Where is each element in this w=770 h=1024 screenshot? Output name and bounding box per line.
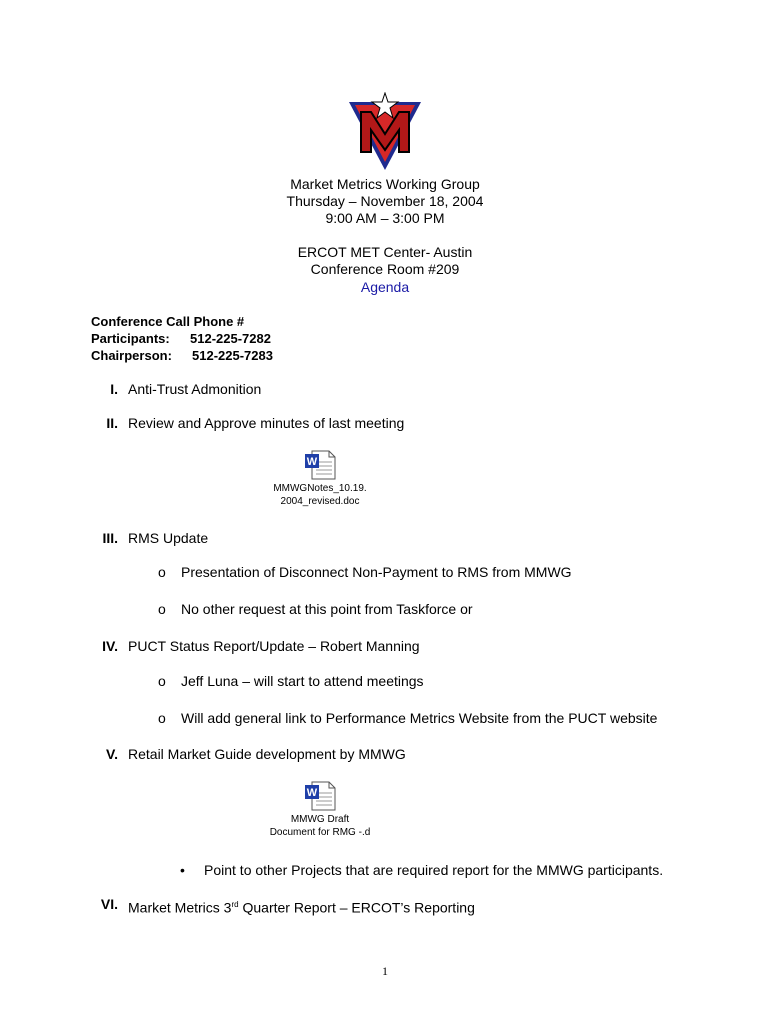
agenda-item-text: Anti-Trust Admonition — [128, 381, 262, 397]
agenda-numeral: IV. — [102, 638, 118, 654]
svg-text:W: W — [306, 456, 318, 468]
agenda-numeral: II. — [106, 415, 118, 431]
sub-bullet-text: Jeff Luna – will start to attend meetings — [181, 673, 424, 689]
meeting-room: Conference Room #209 — [310, 261, 460, 277]
agenda-item-text: RMS Update — [128, 530, 209, 546]
sub-bullet-text: No other request at this point from Taskforce or — [181, 601, 473, 617]
participants-label: Participants: — [91, 331, 170, 346]
agenda-item-text: Market Metrics 3rd Quarter Report – ERCOT’s Reporting — [128, 899, 475, 916]
sub-bullet-text: Point to other Projects that are required report for the MMWG participants. — [204, 862, 664, 878]
agenda-item-text: Retail Market Guide development by MMWG — [128, 746, 406, 762]
attachment-name-line2: 2004_revised.doc — [280, 496, 360, 507]
sub-bullet-marker: o — [158, 673, 166, 689]
chair-label: Chairperson: — [91, 348, 172, 363]
sub-bullet-text: Presentation of Disconnect Non-Payment to RMS from MMWG — [181, 564, 572, 580]
agenda-item-text: Review and Approve minutes of last meeting — [128, 415, 405, 431]
word-doc-icon — [304, 781, 336, 811]
agenda-numeral: III. — [102, 530, 118, 546]
attachment-name-line2: Document for RMG -.d — [269, 827, 371, 838]
attachment-name-line1: MMWG Draft — [290, 814, 350, 825]
sub-bullet-marker: o — [158, 601, 166, 617]
meeting-time: 9:00 AM – 3:00 PM — [325, 210, 445, 226]
mmwg-logo — [347, 92, 423, 172]
agenda-numeral: I. — [110, 381, 118, 397]
agenda-link[interactable]: Agenda — [360, 279, 410, 295]
chair-number: 512-225-7283 — [192, 348, 273, 363]
bullet-dot-icon: • — [180, 862, 185, 878]
attachment-name-line1: MMWGNotes_10.19. — [273, 483, 367, 494]
agenda-numeral: VI. — [100, 896, 118, 912]
participants-number: 512-225-7282 — [190, 331, 271, 346]
group-name: Market Metrics Working Group — [290, 176, 480, 192]
sub-bullet-text: Will add general link to Performance Metrics Website from the PUCT website — [181, 710, 658, 726]
agenda-item-text: PUCT Status Report/Update – Robert Manning — [128, 638, 420, 654]
sub-bullet-marker: o — [158, 564, 166, 580]
attachment-minutes[interactable] — [260, 450, 380, 508]
meeting-date: Thursday – November 18, 2004 — [286, 193, 484, 209]
sub-bullet-marker: o — [158, 710, 166, 726]
attachment-draft[interactable] — [260, 781, 380, 839]
word-doc-icon — [304, 450, 336, 480]
page-number: 1 — [382, 964, 388, 978]
svg-text:W: W — [306, 787, 318, 799]
conference-call-heading: Conference Call Phone # — [91, 314, 245, 329]
agenda-numeral: V. — [106, 746, 118, 762]
meeting-location: ERCOT MET Center- Austin — [297, 244, 473, 260]
